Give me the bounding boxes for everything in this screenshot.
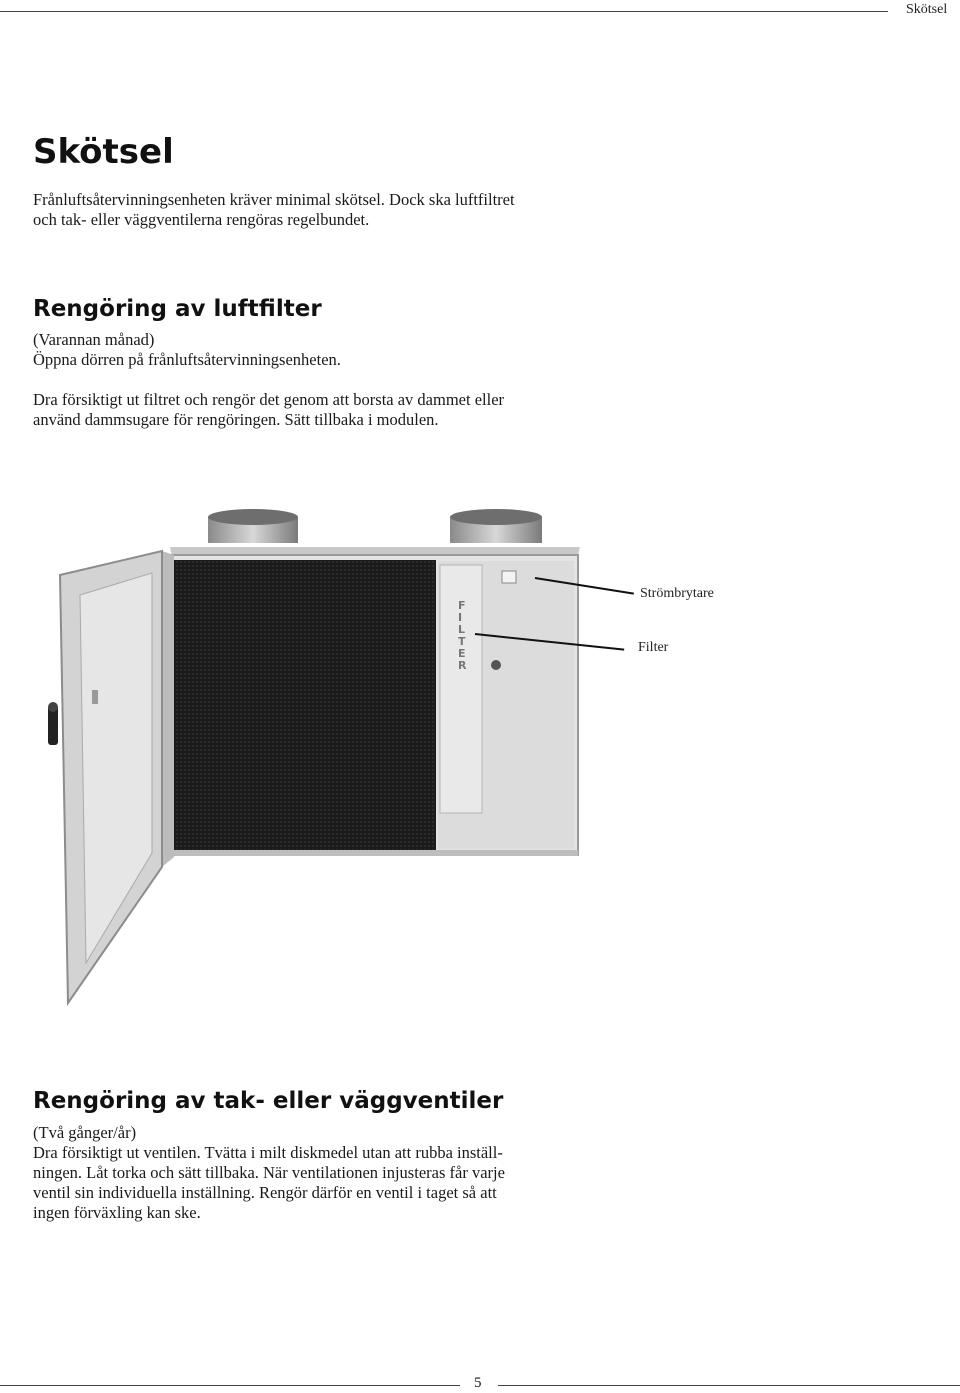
instruction-line: ningen. Låt torka och sätt tillbaka. När ventilationen injusteras får varje <box>33 1163 505 1182</box>
instruction-line: ventil sin individuella inställning. Rengör därför en ventil i taget så att <box>33 1183 497 1202</box>
filter-instructions <box>33 330 593 370</box>
filter-knob <box>491 660 501 670</box>
duct-collar-left <box>208 509 298 543</box>
page-number: 5 <box>474 1375 482 1391</box>
frequency-note: (Två gånger/år) <box>33 1123 137 1142</box>
vent-instructions <box>33 1123 593 1223</box>
filter-mesh <box>174 560 436 850</box>
duct-collar-right <box>450 509 542 543</box>
callout-label-switch: Strömbrytare <box>640 586 714 601</box>
header-rule <box>0 11 888 12</box>
instruction-line: Öppna dörren på frånluftsåtervinningsenheten. <box>33 350 341 369</box>
footer-rule-left <box>0 1385 460 1386</box>
power-switch <box>502 571 516 583</box>
cabinet-base <box>172 850 578 856</box>
page-title: Skötsel <box>33 132 174 172</box>
door-hinge-edge <box>162 551 174 867</box>
instruction-line: använd dammsugare för rengöringen. Sätt tillbaka i modulen. <box>33 410 439 429</box>
door-inner-panel <box>80 573 152 963</box>
filter-label-text: F I L T E R <box>458 599 467 672</box>
instruction-line: Dra försiktigt ut filtret och rengör det genom att borsta av dammet eller <box>33 390 505 409</box>
callout-label-filter: Filter <box>638 640 669 655</box>
instruction-line: ingen förväxling kan ske. <box>33 1203 201 1222</box>
section-heading-filter: Rengöring av luftfilter <box>33 296 322 322</box>
intro-paragraph <box>33 190 593 230</box>
unit-photo <box>40 505 600 1025</box>
section-heading-vents: Rengöring av tak- eller väggventiler <box>33 1088 504 1114</box>
intro-line: och tak- eller väggventilerna rengöras regelbundet. <box>33 210 370 229</box>
instruction-line: Dra försiktigt ut ventilen. Tvätta i milt diskmedel utan att rubba inställ- <box>33 1143 503 1162</box>
intro-line: Frånluftsåtervinningsenheten kräver minimal skötsel. Dock ska luftfiltret <box>33 190 515 209</box>
footer-rule-right <box>498 1385 960 1386</box>
door-latch <box>92 690 98 704</box>
filter-cleaning-paragraph <box>33 390 593 430</box>
frequency-note: (Varannan månad) <box>33 330 155 349</box>
running-header: Skötsel <box>906 2 948 17</box>
